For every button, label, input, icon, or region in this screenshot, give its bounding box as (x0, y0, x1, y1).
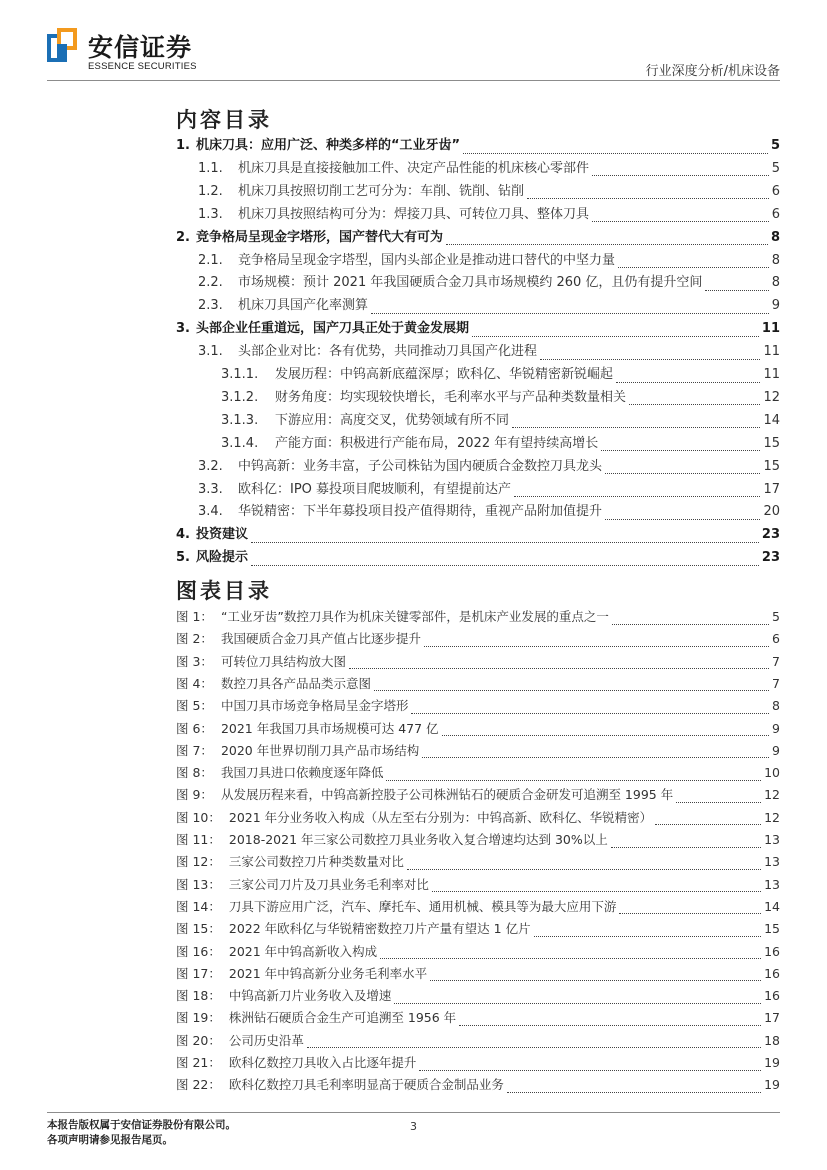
toc-item-page: 23 (761, 527, 780, 543)
figure-caption: 我国刀具进口依赖度逐年降低 (220, 765, 384, 781)
toc-item-title: 华锐精密：下半年募投项目投产值得期待，重视产品附加值提升 (238, 504, 603, 520)
dot-leader (459, 1017, 761, 1026)
toc-item-number: 1.2. (198, 183, 223, 199)
figure-item[interactable] (176, 762, 780, 784)
figure-page: 5 (772, 609, 780, 624)
figure-caption: 我国硬质合金刀具产值占比逐步提升 (220, 631, 421, 647)
figure-caption: 三家公司刀片及刀具业务毛利率对比 (228, 876, 429, 892)
dot-leader (472, 328, 759, 337)
dot-leader (422, 749, 769, 758)
figure-label: 图 10： (176, 809, 221, 825)
toc-item-title: 财务角度：均实现较快增长，毛利率水平与产品种类数量相关 (275, 389, 627, 405)
dot-leader (507, 1084, 761, 1093)
toc-item-title: 欧科亿：IPO 募投项目爬坡顺利，有望提前达产 (238, 481, 512, 497)
figure-label: 图 7： (176, 742, 213, 758)
toc-item-3-1-1[interactable] (221, 364, 780, 386)
figure-item[interactable] (176, 1074, 780, 1096)
figure-item[interactable] (176, 628, 780, 650)
toc-item-title: 头部企业对比：各有优势，共同推动刀具国产化进程 (238, 344, 538, 360)
figure-caption: 可转位刀具结构放大图 (220, 653, 346, 669)
dot-leader (605, 465, 760, 474)
footer-divider (47, 1112, 780, 1113)
figure-page: 9 (772, 720, 780, 736)
footer-notice: 各项声明请参见报告尾页。 (47, 1134, 173, 1146)
dot-leader (616, 374, 760, 383)
toc-item-number: 2.3. (198, 298, 223, 314)
dot-leader (419, 1062, 761, 1071)
figure-item[interactable] (176, 740, 780, 762)
page-header (0, 0, 827, 80)
dot-leader (251, 557, 759, 566)
figure-page: 16 (764, 988, 780, 1004)
figure-label: 图 1： (176, 609, 213, 624)
page-number: 3 (410, 1120, 417, 1133)
figure-item[interactable] (176, 651, 780, 673)
figure-item[interactable] (176, 718, 780, 740)
toc-item-number: 3.1.2. (221, 389, 259, 405)
dot-leader (307, 1039, 761, 1048)
figure-item[interactable] (176, 851, 780, 873)
figure-item[interactable] (176, 985, 780, 1007)
toc-item-page: 9 (771, 298, 780, 314)
dot-leader (371, 305, 769, 314)
figure-caption: 三家公司数控刀片种类数量对比 (228, 854, 404, 870)
figure-page: 8 (772, 698, 780, 714)
figure-page: 16 (764, 965, 780, 981)
figure-label: 图 6： (176, 720, 213, 736)
toc-item-title: 机床刀具按照结构可分为：焊接刀具、可转位刀具、整体刀具 (238, 206, 590, 222)
figure-label: 图 16： (176, 943, 221, 959)
dot-leader (424, 638, 769, 647)
toc-item-page: 6 (771, 183, 780, 199)
figure-caption: 数控刀具各产品品类示意图 (220, 675, 371, 691)
dot-leader (430, 972, 761, 981)
figure-page: 13 (764, 832, 780, 847)
figure-item[interactable] (176, 1030, 780, 1052)
figure-label: 图 17： (176, 965, 221, 981)
dot-leader (394, 995, 761, 1004)
toc-item-number: 3.1. (198, 344, 223, 360)
figure-page: 14 (764, 898, 780, 914)
dot-leader (676, 794, 761, 803)
figure-caption: 欧科亿数控刀具毛利率明显高于硬质合金制品业务 (228, 1077, 504, 1093)
toc-item-page: 12 (763, 389, 780, 405)
dot-leader (349, 660, 769, 669)
figure-item[interactable] (176, 673, 780, 695)
figure-item[interactable] (176, 874, 780, 896)
figure-item[interactable] (176, 829, 780, 851)
toc-item-number: 3.3. (198, 481, 223, 497)
figure-page: 17 (764, 1010, 780, 1026)
header-divider (47, 80, 780, 81)
figure-label: 图 19： (176, 1010, 221, 1026)
dot-leader (442, 727, 770, 736)
toc-item-title: 中钨高新：业务丰富，子公司株钻为国内硬质合金数控刀具龙头 (238, 458, 603, 474)
toc-item-4[interactable] (176, 524, 780, 546)
toc-item-title: 头部企业任重道远，国产刀具正处于黄金发展期 (195, 321, 469, 337)
figure-page: 10 (764, 765, 780, 781)
figure-item[interactable] (176, 807, 780, 829)
toc-item-3-1-2[interactable] (221, 387, 780, 409)
figure-item[interactable] (176, 896, 780, 918)
toc-item-2[interactable] (176, 227, 780, 249)
dot-leader (407, 861, 761, 870)
figure-page: 7 (772, 653, 780, 669)
toc-item-page: 5 (770, 138, 780, 153)
figure-page: 19 (764, 1055, 780, 1070)
figure-label: 图 18： (176, 988, 221, 1004)
toc-item-1[interactable] (176, 135, 780, 157)
figure-list-title: 图表目录 (176, 579, 272, 603)
toc-item-page: 14 (763, 412, 780, 428)
figure-item[interactable] (176, 606, 780, 628)
dot-leader (592, 213, 769, 222)
dot-leader (527, 190, 769, 199)
figure-item[interactable] (176, 1007, 780, 1029)
figure-label: 图 22： (176, 1077, 221, 1093)
dot-leader (446, 236, 768, 245)
toc-item-page: 5 (771, 160, 780, 176)
figure-label: 图 4： (176, 675, 213, 691)
toc-item-title: 机床刀具是直接接触加工件、决定产品性能的机床核心零部件 (238, 160, 590, 176)
toc-item-page: 15 (763, 458, 780, 474)
figure-page: 15 (764, 921, 780, 937)
toc-item-title: 机床刀具国产化率测算 (238, 298, 369, 314)
toc-item-title: 机床刀具：应用广泛、种类多样的“工业牙齿” (195, 138, 461, 153)
figure-label: 图 12： (176, 854, 221, 870)
figure-label: 图 20： (176, 1032, 221, 1048)
dot-leader (540, 351, 760, 360)
toc-item-2-3[interactable] (198, 295, 780, 317)
toc-item-number: 4. (176, 527, 190, 543)
toc-item-number: 3. (176, 321, 190, 337)
toc-item-1-1[interactable] (198, 158, 780, 180)
dot-leader (514, 488, 760, 497)
toc-item-page: 15 (763, 435, 780, 451)
dot-leader (612, 616, 769, 625)
toc-item-title: 机床刀具按照切削工艺可分为：车削、铣削、钻削 (238, 183, 525, 199)
toc-item-1-3[interactable] (198, 204, 780, 226)
dot-leader (611, 839, 761, 848)
dot-leader (512, 419, 760, 428)
dot-leader (251, 534, 759, 543)
figure-label: 图 13： (176, 876, 221, 892)
company-name-cn: 安信证券 (88, 33, 193, 62)
toc-item-number: 1.1. (198, 160, 223, 176)
figure-caption: 2021 年我国刀具市场规模可达 477 亿 (220, 720, 439, 736)
toc-item-number: 3.1.1. (221, 367, 259, 382)
dot-leader (619, 905, 761, 914)
toc-item-page: 11 (763, 367, 780, 382)
figure-label: 图 2： (176, 631, 213, 647)
toc-item-title: 市场规模：预计 2021 年我国硬质合金刀具市场规模约 260 亿，且仍有提升空间 (238, 275, 703, 291)
toc-item-2-2[interactable] (198, 272, 780, 294)
toc-item-page: 23 (761, 550, 780, 566)
dot-leader (592, 167, 769, 176)
figure-item[interactable] (176, 918, 780, 940)
toc-item-page: 8 (770, 229, 780, 245)
toc-item-number: 5. (176, 550, 190, 566)
dot-leader (605, 511, 760, 520)
figure-label: 图 21： (176, 1055, 221, 1070)
toc-item-title: 竞争格局呈现金字塔型，国内头部企业是推动进口替代的中坚力量 (238, 252, 616, 268)
toc-item-3[interactable] (176, 318, 780, 340)
figure-caption: 欧科亿数控刀具收入占比逐年提升 (228, 1055, 417, 1070)
dot-leader (463, 145, 768, 154)
toc-item-number: 3.1.4. (221, 435, 259, 451)
figure-item[interactable] (176, 941, 780, 963)
dot-leader (386, 772, 761, 781)
figure-item[interactable] (176, 784, 780, 806)
toc-item-page: 8 (771, 275, 780, 291)
figure-page: 19 (764, 1077, 780, 1093)
toc-item-page: 11 (761, 321, 780, 337)
toc-item-number: 3.1.3. (221, 412, 259, 428)
toc-item-title: 竞争格局呈现金字塔形，国产替代大有可为 (195, 229, 443, 245)
figure-page: 13 (764, 854, 780, 870)
figure-label: 图 3： (176, 653, 213, 669)
figure-label: 图 11： (176, 832, 221, 847)
toc-item-title: 投资建议 (195, 527, 248, 543)
company-name-en: ESSENCE SECURITIES (88, 61, 197, 72)
figure-page: 13 (764, 876, 780, 892)
figure-label: 图 14： (176, 898, 221, 914)
toc-item-3-1-3[interactable] (221, 410, 780, 432)
toc-item-page: 6 (771, 206, 780, 222)
dot-leader (705, 282, 768, 291)
figure-caption: 公司历史沿革 (228, 1032, 304, 1048)
figure-caption: 2021 年中钨高新收入构成 (228, 943, 378, 959)
figure-caption: 中国刀具市场竞争格局呈金字塔形 (220, 698, 409, 714)
figure-item[interactable] (176, 963, 780, 985)
dot-leader (380, 950, 761, 959)
dot-leader (374, 682, 769, 691)
figure-page: 7 (772, 675, 780, 691)
figure-caption: 2022 年欧科亿与华锐精密数控刀片产量有望达 1 亿片 (228, 921, 531, 937)
figure-page: 12 (764, 809, 780, 825)
toc-item-page: 11 (763, 344, 780, 360)
figure-item[interactable] (176, 1052, 780, 1074)
toc-item-title: 风险提示 (195, 550, 248, 566)
figure-label: 图 9： (176, 787, 213, 803)
figure-caption: 中钨高新刀片业务收入及增速 (228, 988, 392, 1004)
toc-item-1-2[interactable] (198, 181, 780, 203)
essence-logo-icon (47, 28, 77, 62)
dot-leader (655, 816, 761, 825)
dot-leader (601, 442, 760, 451)
toc-item-title: 下游应用：高度交叉，优势领域有所不同 (275, 412, 510, 428)
toc-item-3-4[interactable] (198, 501, 780, 523)
figure-page: 16 (764, 943, 780, 959)
toc-item-page: 8 (771, 252, 780, 268)
toc-item-number: 1.3. (198, 206, 223, 222)
toc-item-number: 2.2. (198, 275, 223, 291)
figure-caption: 刀具下游应用广泛，汽车、摩托车、通用机械、模具等为最大应用下游 (228, 898, 617, 914)
figure-caption: 2021 年中钨高新分业务毛利率水平 (228, 965, 428, 981)
dot-leader (411, 705, 769, 714)
figure-caption: 2021 年分业务收入构成（从左至右分别为：中钨高新、欧科亿、华锐精密） (228, 809, 653, 825)
report-type: 行业深度分析/机床设备 (645, 64, 780, 79)
toc-item-title: 产能方面：积极进行产能布局，2022 年有望持续高增长 (275, 435, 599, 451)
toc-title: 内容目录 (176, 108, 272, 132)
figure-caption: “工业牙齿”数控刀具作为机床关键零部件，是机床产业发展的重点之一 (220, 609, 609, 624)
toc-item-3-2[interactable] (198, 456, 780, 478)
figure-label: 图 15： (176, 921, 221, 937)
toc-item-2-1[interactable] (198, 250, 780, 272)
toc-item-5[interactable] (176, 547, 780, 569)
dot-leader (618, 259, 769, 268)
toc-item-number: 3.4. (198, 504, 223, 520)
figure-label: 图 8： (176, 765, 213, 781)
figure-caption: 2020 年世界切削刀具产品市场结构 (220, 742, 420, 758)
figure-caption: 从发展历程来看，中钨高新控股子公司株洲钻石的硬质合金研发可追溯至 1995 年 (220, 787, 674, 803)
toc-item-number: 3.2. (198, 458, 223, 474)
toc-item-page: 17 (763, 481, 780, 497)
figure-page: 12 (764, 787, 780, 803)
dot-leader (432, 883, 761, 892)
figure-caption: 2018-2021 年三家公司数控刀具业务收入复合增速均达到 30%以上 (228, 832, 608, 847)
toc-item-title: 发展历程：中钨高新底蕴深厚；欧科亿、华锐精密新锐崛起 (275, 367, 614, 382)
toc-item-3-3[interactable] (198, 479, 780, 501)
figure-label: 图 5： (176, 698, 213, 714)
footer-copyright: 本报告版权属于安信证券股份有限公司。 (47, 1119, 236, 1131)
figure-item[interactable] (176, 695, 780, 717)
toc-item-3-1[interactable] (198, 341, 780, 363)
figure-page: 6 (772, 631, 780, 647)
toc-item-number: 2. (176, 229, 190, 245)
dot-leader (534, 928, 762, 937)
figure-page: 18 (764, 1032, 780, 1048)
toc-item-number: 2.1. (198, 252, 223, 268)
toc-item-page: 20 (763, 504, 780, 520)
toc-item-number: 1. (176, 138, 190, 153)
dot-leader (629, 396, 760, 405)
figure-page: 9 (772, 742, 780, 758)
toc-item-3-1-4[interactable] (221, 433, 780, 455)
figure-caption: 株洲钻石硬质合金生产可追溯至 1956 年 (228, 1010, 457, 1026)
